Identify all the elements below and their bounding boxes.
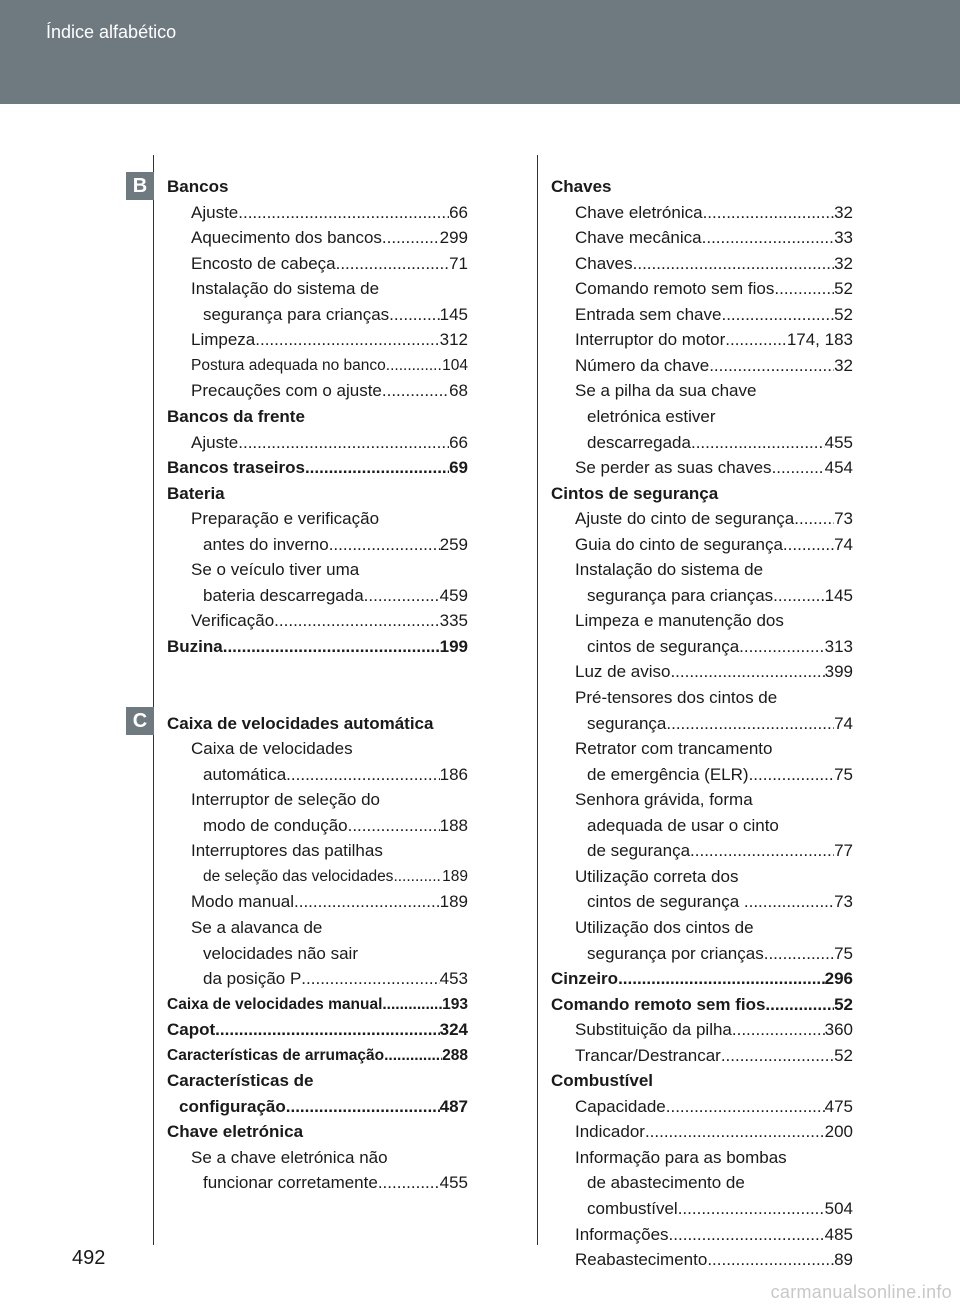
dot-leader [772,456,825,480]
entry-text: Se o veículo tiver uma [191,560,360,580]
index-subentry [203,303,468,327]
entry-text: Instalação do sistema de [191,279,380,299]
index-subentry [575,1044,853,1068]
dot-leader [739,635,824,659]
dot-leader [774,277,834,301]
page-reference: 299 [439,228,468,248]
index-subentry [191,788,380,812]
entry-text: automática [203,764,287,784]
dot-leader [393,865,442,889]
page-reference: 32 [834,355,853,375]
index-entry [167,1044,468,1068]
entry-text: Modo manual [191,892,295,912]
entry-text: Luz de aviso [575,662,671,682]
entry-text: Cintos de segurança [551,483,719,503]
dot-leader [783,533,834,557]
entry-text: Pré-tensores dos cintos de [575,688,778,707]
dot-leader [773,584,824,608]
dot-leader [732,1018,825,1042]
entry-text: Precauções com o ajuste [191,381,382,401]
dot-leader [389,303,439,327]
dot-leader [702,226,834,250]
page-reference: 74 [834,713,853,733]
entry-text: Se a alavanca de [191,917,323,937]
page-reference: 66 [449,432,468,452]
dot-leader [238,431,449,455]
index-subentry [191,328,468,352]
entry-text: Interruptor do motor [575,330,726,350]
entry-text: cintos de segurança [587,892,744,912]
entry-text: Entrada sem chave [575,304,722,324]
dot-leader [382,226,440,250]
entry-text: Se a pilha da sua chave [575,381,757,401]
dot-leader [645,1120,825,1144]
index-subentry [191,890,468,914]
dot-leader [286,763,439,787]
page-reference: 75 [834,764,853,784]
entry-text: Caixa de velocidades [191,739,353,759]
page-reference: 189 [442,867,468,885]
index-subentry [575,303,853,327]
dot-leader [749,763,835,787]
dot-leader [721,1044,834,1068]
index-subentry [575,1146,787,1170]
index-entry [167,635,468,659]
page-reference: 71 [449,253,468,273]
dot-leader [378,1171,440,1195]
page-reference: 259 [439,534,468,554]
entry-text: Buzina [167,636,223,656]
page-reference: 454 [824,458,853,478]
entry-text: de abastecimento de [587,1173,745,1193]
index-subentry [575,354,853,378]
page-reference: 52 [834,1045,853,1065]
entry-text: Instalação do sistema de [575,560,764,580]
dot-leader [744,890,834,914]
index-subentry [587,839,853,863]
header-title: Índice alfabético [46,22,177,42]
entry-text: segurança por crianças [587,943,764,963]
page-reference: 200 [824,1122,853,1142]
page-reference: 188 [439,815,468,835]
entry-text: Chaves [575,253,633,273]
index-subentry [191,507,379,531]
entry-text: antes do inverno [203,534,329,554]
index-subentry [575,533,853,557]
index-subentry [179,1095,468,1119]
entry-text: Interruptores das patilhas [191,841,383,861]
dot-leader [618,967,825,991]
dot-leader [765,993,834,1017]
index-subentry [587,814,779,838]
index-subentry [575,558,763,582]
entry-text: Limpeza [191,330,256,350]
dot-leader [384,1044,442,1068]
entry-text: Reabastecimento [575,1250,708,1270]
dot-leader [215,1018,439,1042]
index-subentry [575,1095,853,1119]
dot-leader [305,456,449,480]
index-subentry [191,609,468,633]
index-subentry [191,839,383,863]
dot-leader [223,635,440,659]
dot-leader [670,660,824,684]
page-reference: 193 [442,995,468,1013]
entry-text: cintos de segurança [587,636,740,656]
dot-leader [382,379,449,403]
entry-text: Combustível [551,1071,654,1091]
entry-text: Postura adequada no banco [191,356,386,374]
dot-leader [364,584,440,608]
dot-leader [794,507,834,531]
index-subentry [575,1120,853,1144]
page-reference: 455 [824,432,853,452]
dot-leader [703,201,835,225]
page-reference: 453 [439,969,468,989]
entry-text: Ajuste [191,432,239,452]
entry-text: Indicador [575,1122,645,1142]
index-subentry [575,788,753,812]
index-subentry [191,354,468,378]
entry-text: Se perder as suas chaves [575,458,772,478]
index-subentry [575,609,784,633]
entry-text: Guia do cinto de segurança [575,534,783,554]
entry-text: configuração [179,1096,286,1116]
entry-text: Trancar/Destrancar [575,1045,721,1065]
page-reference: 32 [834,202,853,222]
index-entry [167,712,433,736]
entry-text: Caixa de velocidades automática [167,713,434,733]
entry-text: Utilização correta dos [575,866,739,886]
page-reference: 68 [449,381,468,401]
index-subentry [575,252,853,276]
page-reference: 288 [442,1046,468,1064]
entry-text: Senhora grávida, forma [575,790,753,810]
index-entry [551,993,853,1017]
index-subentry [203,763,468,787]
index-subentry [587,1171,745,1195]
page-reference: 459 [439,585,468,605]
index-entry [167,1120,303,1144]
entry-text: eletrónica estiver [587,406,716,426]
entry-text: Preparação e verificação [191,509,380,529]
index-subentry [575,328,853,352]
index-subentry [191,226,468,250]
left-column-rule [153,155,154,1245]
page-reference: 145 [439,304,468,324]
dot-leader [301,967,439,991]
index-subentry [575,507,853,531]
index-subentry [587,890,853,914]
dot-leader [709,354,834,378]
entry-text: Se a chave eletrónica não [191,1147,388,1167]
entry-text: da posição P [203,969,302,989]
page-reference: 33 [834,228,853,248]
entry-text: adequada de usar o cinto [587,815,779,835]
index-subentry [191,252,468,276]
page-reference: 75 [834,943,853,963]
entry-text: segurança para crianças [203,304,390,324]
page-reference: 312 [439,330,468,350]
entry-text: Substituição da pilha [575,1020,732,1040]
page-header [0,0,960,104]
index-subentry [203,942,358,966]
dot-leader [707,1248,834,1272]
page-reference: 504 [824,1199,853,1218]
index-entry [551,967,853,991]
page-reference: 74 [834,534,853,554]
dot-leader [669,1223,825,1247]
dot-leader [329,533,440,557]
index-subentry [575,277,853,301]
entry-text: de emergência (ELR) [587,764,749,784]
page-reference: 360 [824,1020,853,1040]
index-subentry [575,737,772,761]
dot-leader [725,328,787,352]
entry-text: Bancos traseiros [167,458,305,478]
page-reference: 487 [439,1096,468,1116]
dot-leader [336,252,449,276]
page-reference: 69 [449,458,468,478]
entry-text: de seleção das velocidades [203,867,394,885]
dot-leader [633,252,834,276]
page-reference: 66 [449,202,468,222]
page-reference: 73 [834,892,853,912]
index-entry [167,175,228,199]
index-subentry [587,712,853,736]
index-entry [167,482,225,506]
index-subentry [203,814,468,838]
watermark: carmanualsonline.info [770,1282,952,1302]
page-reference: 475 [824,1096,853,1116]
dot-leader [386,354,442,378]
entry-text: Bateria [167,483,225,503]
entry-text: Interruptor de seleção do [191,790,381,810]
entry-text: bateria descarregada [203,585,364,605]
index-subentry [575,1223,853,1247]
dot-leader [721,303,834,327]
dot-leader [274,609,439,633]
index-subentry [575,865,738,889]
index-subentry [575,456,853,480]
dot-leader [678,1197,825,1221]
entry-text: velocidades não sair [203,943,358,963]
page-reference: 52 [834,279,853,299]
page-reference: 313 [824,636,853,656]
index-entry [167,456,468,480]
index-subentry [191,558,359,582]
index-subentry [203,584,468,608]
page-reference: 335 [439,611,468,631]
dot-leader [255,328,439,352]
page-reference: 324 [439,1020,468,1040]
entry-text: Características de [167,1071,314,1091]
index-subentry [575,226,853,250]
index-subentry [191,277,379,301]
page-reference: 485 [824,1224,853,1244]
page-reference: 199 [439,636,468,656]
index-subentry [575,660,853,684]
page-reference: 52 [834,994,853,1014]
index-subentry [191,916,322,940]
index-subentry [587,584,853,608]
index-subentry [203,865,468,889]
entry-text: funcionar corretamente [203,1173,378,1193]
index-subentry [575,916,754,940]
index-subentry [191,379,468,403]
index-subentry [587,942,853,966]
index-subentry [575,1018,853,1042]
entry-text: Comando remoto sem fios [551,994,766,1014]
entry-text: Bancos [167,177,229,196]
page-reference: 455 [439,1173,468,1193]
index-entry [167,1069,313,1093]
index-subentry [587,431,853,455]
page-reference: 145 [824,585,853,605]
index-subentry [587,763,853,787]
entry-text: Ajuste do cinto de segurança [575,509,795,529]
index-entry [551,175,611,199]
page-reference: 174, 183 [786,330,853,350]
index-entry [167,405,305,429]
index-subentry [203,533,468,557]
index-entry [167,993,468,1017]
dot-leader [666,1095,825,1119]
entry-text: Comando remoto sem fios [575,279,775,299]
entry-text: de segurança [587,841,691,861]
dot-leader [690,839,834,863]
index-entry [551,482,718,506]
entry-text: combustível [587,1199,678,1218]
dot-leader [294,890,440,914]
entry-text: Número da chave [575,355,710,375]
entry-text: Ajuste [191,202,239,222]
page-reference: 77 [834,841,853,861]
page-reference: 73 [834,509,853,529]
page-reference: 32 [834,253,853,273]
index-subentry [587,1197,853,1221]
dot-leader [348,814,440,838]
index-subentry [575,201,853,225]
entry-text: Caixa de velocidades manual [167,995,383,1013]
page-reference: 399 [824,662,853,682]
page-reference: 52 [834,304,853,324]
entry-text: Aquecimento dos bancos [191,228,382,248]
entry-text: Cinzeiro [551,969,619,989]
entry-text: Retrator com trancamento [575,739,773,759]
section-tab-c: C [126,707,154,735]
index-subentry [575,379,756,403]
page-reference: 104 [442,356,468,374]
entry-text: segurança [587,713,667,733]
entry-text: Características de arrumação [167,1046,385,1064]
entry-text: Capacidade [575,1096,666,1116]
entry-text: Bancos da frente [167,406,305,426]
entry-text: Limpeza e manutenção dos [575,611,784,631]
entry-text: descarregada [587,432,691,452]
entry-text: Utilização dos cintos de [575,917,754,937]
page-reference: 186 [439,764,468,784]
entry-text: Capot [167,1020,216,1040]
entry-text: modo de condução [203,815,348,835]
page-reference: 296 [824,969,853,989]
entry-text: Verificação [191,611,275,631]
index-subentry [575,686,777,710]
index-entry [551,1069,653,1093]
entry-text: Informação para as bombas [575,1147,787,1167]
entry-text: Chaves [551,177,612,196]
index-subentry [203,967,468,991]
page-number: 492 [72,1247,106,1269]
index-subentry [191,431,468,455]
index-entry [167,1018,468,1042]
index-subentry [575,1248,853,1272]
page-reference: 189 [439,892,468,912]
dot-leader [764,942,834,966]
index-subentry [191,1146,388,1170]
middle-column-rule [537,155,538,1245]
dot-leader [691,431,825,455]
entry-text: Chave eletrónica [575,202,703,222]
index-subentry [587,405,716,429]
index-subentry [203,1171,468,1195]
dot-leader [286,1095,440,1119]
page-reference: 89 [834,1250,853,1270]
dot-leader [382,993,442,1017]
entry-text: Informações [575,1224,669,1244]
index-subentry [191,737,353,761]
index-subentry [191,201,468,225]
entry-text: segurança para crianças [587,585,774,605]
entry-text: Chave mecânica [575,228,702,248]
entry-text: Encosto de cabeça [191,253,336,273]
section-tab-b: B [126,172,154,200]
entry-text: Chave eletrónica [167,1122,304,1142]
dot-leader [666,712,834,736]
dot-leader [238,201,449,225]
index-subentry [587,635,853,659]
